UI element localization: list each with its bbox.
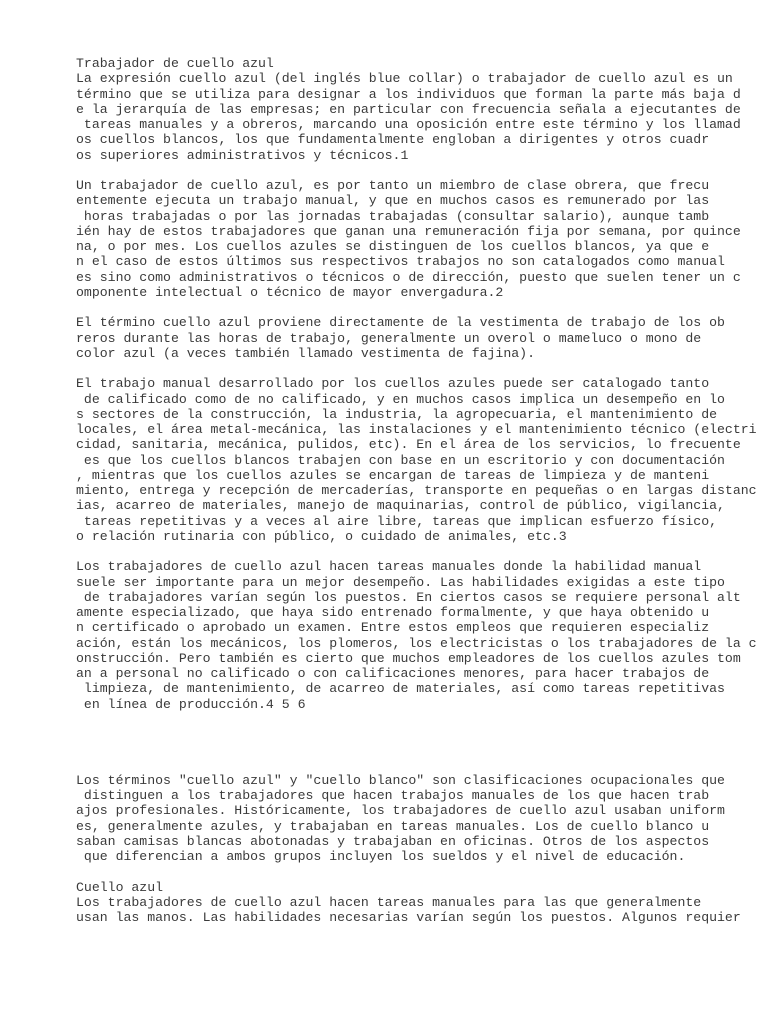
text-line: o relación rutinaria con público, o cuidado de animales, etc.3 xyxy=(76,528,567,544)
text-line: ias, acarreo de materiales, manejo de maquinarias, control de público, vigilancia, xyxy=(76,498,725,514)
text-line: ajos profesionales. Históricamente, los trabajadores de cuello azul usaban uniform xyxy=(76,803,725,819)
text-line: El término cuello azul proviene directamente de la vestimenta de trabajo de los ob xyxy=(76,315,725,331)
text-line: reros durante las horas de trabajo, generalmente un overol o mameluco o mono de xyxy=(76,330,702,346)
text-line: término que se utiliza para designar a los individuos que forman la parte más baja d xyxy=(76,86,741,102)
document-title: Trabajador de cuello azul xyxy=(76,56,274,71)
text-line: Los trabajadores de cuello azul hacen tareas manuales donde la habilidad manual xyxy=(76,559,702,575)
paragraph-7 xyxy=(76,880,756,926)
document-body xyxy=(76,56,756,941)
text-line: de trabajadores varían según los puestos. En ciertos casos se requiere personal alt xyxy=(76,589,741,605)
text-line: locales, el área metal-mecánica, las instalaciones y el mantenimiento técnico (electri xyxy=(76,422,757,437)
text-line: Los términos "cuello azul" y "cuello blanco" son clasificaciones ocupacionales que xyxy=(76,772,725,788)
text-line: es que los cuellos blancos trabajen con base en un escritorio y con documentación xyxy=(76,452,725,468)
paragraph-4 xyxy=(76,376,756,544)
text-line: horas trabajadas o por las jornadas trabajadas (consultar salario), aunque tamb xyxy=(76,208,710,224)
text-line: usan las manos. Las habilidades necesarias varían según los puestos. Algunos requier xyxy=(76,910,741,925)
text-line: de calificado como de no calificado, y en muchos casos implica un desempeño en lo xyxy=(76,391,725,407)
paragraph-5 xyxy=(76,559,756,712)
paragraph-2 xyxy=(76,178,756,300)
text-line: ación, están los mecánicos, los plomeros, los electricistas o los trabajadores de la c xyxy=(76,635,757,651)
section-heading: Cuello azul xyxy=(76,879,164,895)
text-line: Los trabajadores de cuello azul hacen tareas manuales para las que generalmente xyxy=(76,894,702,910)
text-line: onstrucción. Pero también es cierto que muchos empleadores de los cuellos azules tom xyxy=(76,650,741,666)
text-line: Un trabajador de cuello azul, es por tanto un miembro de clase obrera, que frecu xyxy=(76,178,710,193)
text-line: miento, entrega y recepción de mercaderías, transporte en pequeñas o en largas distanc xyxy=(76,483,757,498)
text-line: n el caso de estos últimos sus respectivos trabajos no son catalogados como manual xyxy=(76,254,725,270)
text-line: El trabajo manual desarrollado por los cuellos azules puede ser catalogado tanto xyxy=(76,376,710,392)
text-line: e la jerarquía de las empresas; en particular con frecuencia señala a ejecutantes de xyxy=(76,101,741,117)
text-line: os superiores administrativos y técnicos.1 xyxy=(76,147,409,163)
text-line: tareas manuales y a obreros, marcando una oposición entre este término y los llamad xyxy=(76,117,741,132)
text-line: tareas repetitivas y a veces al aire libre, tareas que implican esfuerzo físico, xyxy=(76,513,718,529)
text-line: que diferencian a ambos grupos incluyen los sueldos y el nivel de educación. xyxy=(76,849,686,864)
text-line: cidad, sanitaria, mecánica, pulidos, etc). En el área de los servicios, lo frecuente xyxy=(76,437,741,453)
text-line: suele ser importante para un mejor desempeño. Las habilidades exigidas a este tipo xyxy=(76,574,725,590)
text-line: na, o por mes. Los cuellos azules se distinguen de los cuellos blancos, ya que e xyxy=(76,239,710,254)
paragraph-1 xyxy=(76,56,756,163)
text-line: es sino como administrativos o técnicos o de dirección, puesto que suelen tener un c xyxy=(76,269,741,285)
text-line: ién hay de estos trabajadores que ganan una remuneración fija por semana, por quince xyxy=(76,223,741,239)
text-line: entemente ejecuta un trabajo manual, y que en muchos casos es remunerado por las xyxy=(76,193,710,209)
text-line: La expresión cuello azul (del inglés blue collar) o trabajador de cuello azul es un xyxy=(76,71,733,87)
text-line: amente especializado, que haya sido entrenado formalmente, y que haya obtenido u xyxy=(76,605,710,620)
text-line: en línea de producción.4 5 6 xyxy=(76,696,306,712)
text-line: an a personal no calificado o con calificaciones menores, para hacer trabajos de xyxy=(76,666,710,681)
text-line: limpieza, de mantenimiento, de acarreo de materiales, así como tareas repetitivas xyxy=(76,681,725,697)
text-line: es, generalmente azules, y trabajaban en tareas manuales. Los de cuello blanco u xyxy=(76,818,710,834)
text-line: os cuellos blancos, los que fundamentalmente engloban a dirigentes y otros cuadr xyxy=(76,132,710,148)
paragraph-6 xyxy=(76,773,756,865)
paragraph-3 xyxy=(76,315,756,361)
text-line: distinguen a los trabajadores que hacen trabajos manuales de los que hacen trab xyxy=(76,788,710,803)
text-line: s sectores de la construcción, la industria, la agropecuaria, el mantenimiento de xyxy=(76,406,718,422)
text-line: n certificado o aprobado un examen. Entre estos empleos que requieren especializ xyxy=(76,620,710,636)
text-line: saban camisas blancas abotonadas y trabajaban en oficinas. Otros de los aspectos xyxy=(76,833,710,849)
text-line: omponente intelectual o técnico de mayor envergadura.2 xyxy=(76,284,504,300)
text-line: , mientras que los cuellos azules se encargan de tareas de limpieza y de manteni xyxy=(76,467,710,483)
text-line: color azul (a veces también llamado vestimenta de fajina). xyxy=(76,345,535,361)
